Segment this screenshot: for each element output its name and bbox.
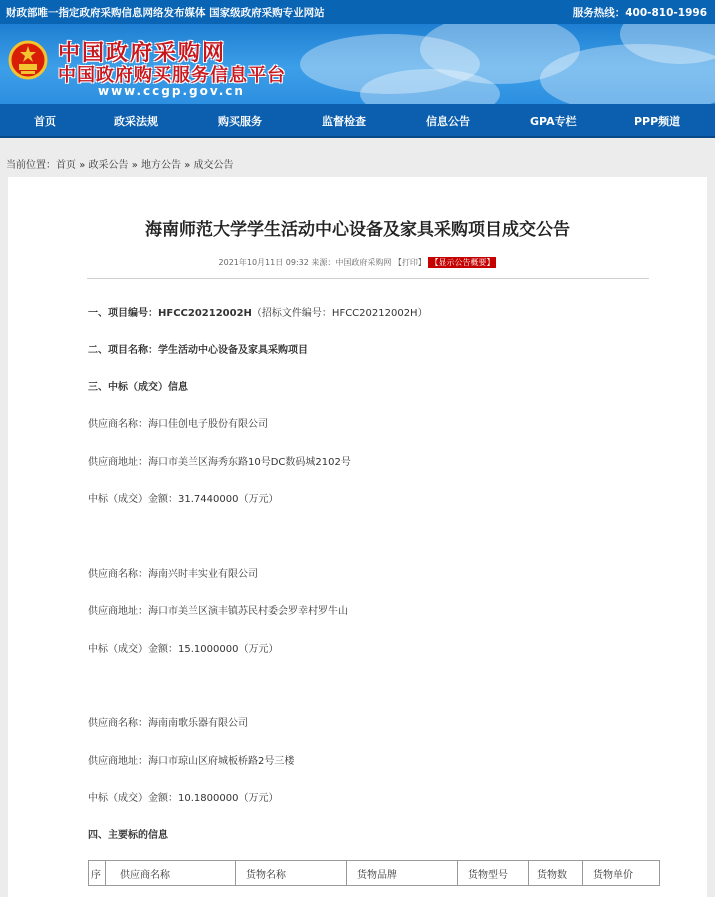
breadcrumb-home[interactable]: 首页 — [56, 160, 76, 171]
supplier-name: 供应商名称：海南南歌乐器有限公司 — [88, 718, 248, 729]
award-amount: 中标（成交）金额：31.7440000（万元） — [88, 494, 279, 505]
supplier-address: 供应商地址：海口市美兰区演丰镇苏民村委会罗幸村罗牛山 — [88, 606, 348, 617]
show-summary-button[interactable]: 【显示公告概要】 — [430, 258, 495, 267]
section-award-info: 三、中标（成交）信息 — [88, 382, 188, 393]
article-panel — [8, 177, 707, 897]
nav-announcements[interactable]: 信息公告 — [426, 115, 470, 128]
table-header-row — [89, 861, 660, 886]
main-nav — [0, 104, 715, 138]
supplier-name: 供应商名称：海口佳创电子股份有限公司 — [88, 419, 268, 430]
col-supplier-name: 供应商名称 — [106, 861, 236, 886]
breadcrumb-sep: » — [184, 160, 191, 171]
nav-ppp[interactable]: PPP频道 — [634, 115, 681, 128]
breadcrumb-gov-announcements[interactable]: 政采公告 — [88, 160, 129, 171]
col-goods-unit-price: 货物单价 — [583, 861, 660, 886]
site-url: www.ccgp.gov.cn — [98, 84, 245, 98]
col-index: 序 — [89, 861, 106, 886]
project-number: 一、项目编号：HFCC20212002H（招标文件编号：HFCC20212002H） — [88, 308, 428, 319]
project-name: 二、项目名称：学生活动中心设备及家具采购项目 — [88, 345, 308, 356]
col-goods-name: 货物名称 — [236, 861, 347, 886]
breadcrumb-sep: » — [79, 160, 86, 171]
breadcrumb-sep: » — [131, 160, 138, 171]
service-hotline: 服务热线：400-810-1996 — [572, 7, 707, 19]
article-title: 海南师范大学学生活动中心设备及家具采购项目成交公告 — [145, 220, 570, 240]
divider — [87, 278, 649, 279]
nav-supervision[interactable]: 监督检查 — [322, 115, 366, 128]
nav-gpa[interactable]: GPA专栏 — [530, 115, 577, 128]
nav-home[interactable]: 首页 — [34, 115, 56, 128]
breadcrumb-prefix: 当前位置： — [6, 160, 56, 171]
supplier-address: 供应商地址：海口市琼山区府城板桥路2号三楼 — [88, 756, 295, 767]
award-amount: 中标（成交）金额：15.1000000（万元） — [88, 644, 279, 655]
national-emblem-icon — [8, 38, 48, 82]
supplier-name: 供应商名称：海南兴时丰实业有限公司 — [88, 569, 258, 580]
header-banner — [0, 24, 715, 104]
items-table — [88, 860, 660, 886]
award-amount: 中标（成交）金额：10.1800000（万元） — [88, 793, 279, 804]
breadcrumb-local-announcements[interactable]: 地方公告 — [141, 160, 181, 171]
site-subtitle: 中国政府购买服务信息平台 — [58, 65, 286, 86]
section-main-items: 四、主要标的信息 — [88, 830, 168, 841]
article-date-source: 2021年10月11日 09:32 来源：中国政府采购网 【打印】 — [218, 258, 426, 267]
top-bar — [0, 0, 715, 24]
site-slogan: 财政部唯一指定政府采购信息网络发布媒体 国家级政府采购专业网站 — [6, 7, 325, 19]
supplier-address: 供应商地址：海口市美兰区海秀东路10号DC数码城2102号 — [88, 457, 351, 468]
nav-purchase-services[interactable]: 购买服务 — [218, 115, 262, 128]
col-goods-brand: 货物品牌 — [347, 861, 458, 886]
col-goods-quantity: 货物数 — [529, 861, 583, 886]
breadcrumb — [6, 156, 234, 171]
site-title[interactable]: 中国政府采购网 — [58, 41, 227, 66]
col-goods-model: 货物型号 — [458, 861, 529, 886]
nav-regulations[interactable]: 政采法规 — [114, 115, 158, 128]
article-meta — [8, 257, 707, 268]
breadcrumb-deal-announcements[interactable]: 成交公告 — [193, 160, 234, 171]
